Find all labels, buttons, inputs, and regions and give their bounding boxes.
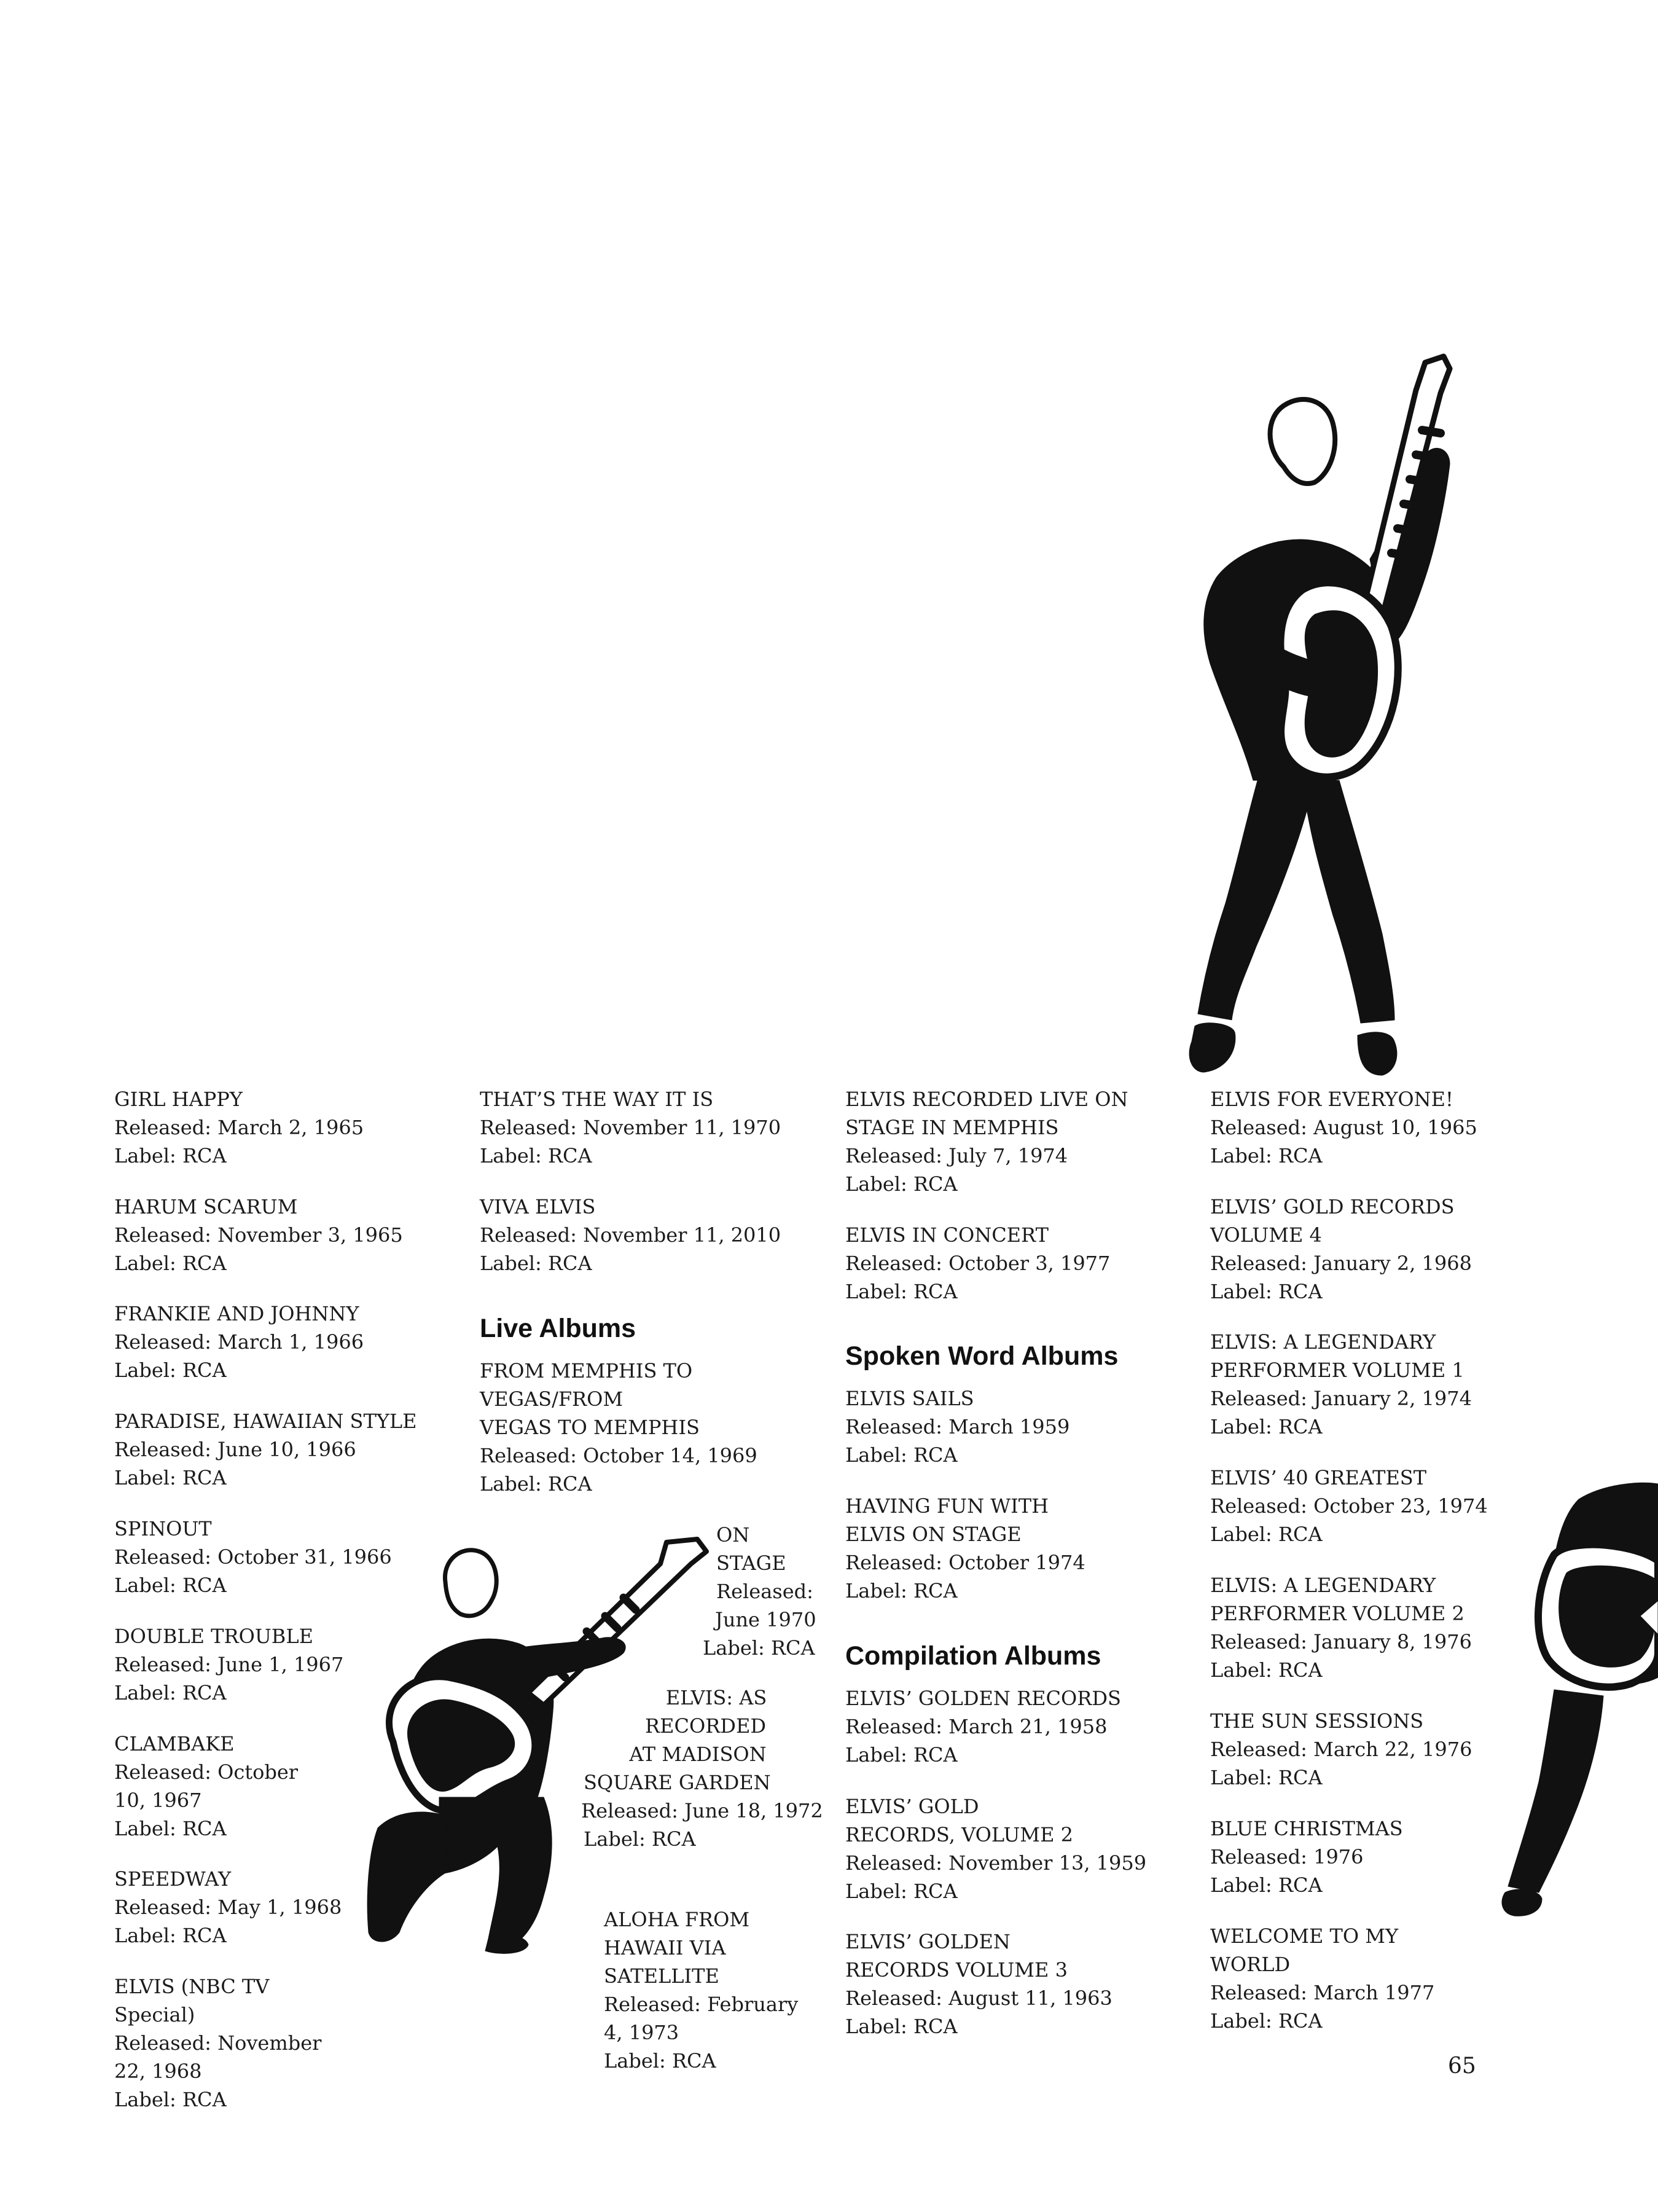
album-elvis-nbc-tv-special xyxy=(114,1972,321,2114)
album-label: Label: RCA xyxy=(1210,1144,1323,1167)
album-title: SPEEDWAY xyxy=(114,1867,232,1891)
album-released: Released: March 22, 1976 xyxy=(1210,1738,1472,1761)
album-title: ELVIS’ GOLDEN xyxy=(845,1930,1011,1953)
album-released: Released: 1976 xyxy=(1210,1845,1364,1869)
album-title: ELVIS SAILS xyxy=(845,1387,974,1410)
album-released: Released: November xyxy=(114,2031,322,2055)
album-title: SATELLITE xyxy=(604,1964,719,1988)
album-title: ON xyxy=(716,1523,750,1547)
heading-live-albums: Live Albums xyxy=(480,1314,636,1343)
album-title: HAWAII VIA xyxy=(604,1936,726,1959)
album-40-greatest xyxy=(1210,1464,1488,1548)
album-released: Released: January 2, 1974 xyxy=(1210,1387,1472,1410)
album-label: Label: RCA xyxy=(1210,1766,1323,1789)
album-on-stage xyxy=(700,1521,816,1662)
album-released: Released: June 10, 1966 xyxy=(114,1438,356,1461)
album-aloha-from-hawaii xyxy=(604,1905,798,2075)
album-title: AT MADISON xyxy=(629,1743,767,1766)
album-title: VIVA ELVIS xyxy=(480,1195,596,1218)
album-double-trouble xyxy=(114,1622,343,1707)
album-label: Label: RCA xyxy=(845,1880,958,1903)
album-label: Label: RCA xyxy=(114,1359,227,1382)
album-title: VOLUME 4 xyxy=(1210,1223,1322,1247)
album-recorded-live-memphis xyxy=(845,1085,1128,1198)
album-title: RECORDS VOLUME 3 xyxy=(845,1958,1068,1982)
album-elvis-in-concert xyxy=(845,1221,1110,1306)
album-title: RECORDED xyxy=(645,1714,766,1738)
album-label: Label: RCA xyxy=(845,1743,958,1767)
album-sun-sessions xyxy=(1210,1707,1472,1792)
album-released: Released: July 7, 1974 xyxy=(845,1144,1068,1167)
album-title: SPINOUT xyxy=(114,1517,212,1540)
album-title: THE SUN SESSIONS xyxy=(1210,1709,1424,1733)
album-title: PERFORMER VOLUME 2 xyxy=(1210,1602,1464,1625)
album-released: Released: January 2, 1968 xyxy=(1210,1252,1472,1275)
album-title: ELVIS: A LEGENDARY xyxy=(1210,1574,1436,1597)
standing-guitarist-illustration xyxy=(1081,356,1474,1081)
album-label: Label: RCA xyxy=(480,1252,592,1275)
album-released: Released: November 13, 1959 xyxy=(845,1851,1147,1875)
album-released: Released: February xyxy=(604,1993,799,2016)
album-released: June 1970 xyxy=(715,1608,816,1631)
album-title: ELVIS’ 40 GREATEST xyxy=(1210,1466,1427,1489)
heading-compilation-albums: Compilation Albums xyxy=(845,1641,1101,1671)
album-title: FRANKIE AND JOHNNY xyxy=(114,1302,359,1325)
album-frankie-and-johnny xyxy=(114,1300,364,1384)
album-released: Released: October 3, 1977 xyxy=(845,1252,1111,1275)
album-title: STAGE xyxy=(716,1551,786,1575)
album-title: SQUARE GARDEN xyxy=(584,1771,771,1794)
album-released: 4, 1973 xyxy=(604,2021,679,2044)
album-title: VEGAS/FROM xyxy=(480,1387,624,1411)
album-released: Released: November 11, 2010 xyxy=(480,1223,781,1247)
album-gold-records-vol-2 xyxy=(845,1792,1146,1905)
album-title: ELVIS: AS xyxy=(665,1686,767,1709)
album-title: DOUBLE TROUBLE xyxy=(114,1625,313,1648)
album-title: FROM MEMPHIS TO xyxy=(480,1359,693,1382)
album-title: ELVIS: A LEGENDARY xyxy=(1210,1330,1436,1354)
album-label: Label: RCA xyxy=(1210,2009,1323,2033)
album-golden-records-vol-3 xyxy=(845,1928,1113,2041)
album-title: ELVIS FOR EVERYONE! xyxy=(1210,1088,1453,1111)
album-released: Released: xyxy=(716,1580,813,1603)
album-label: Label: RCA xyxy=(703,1636,815,1660)
album-label: Label: RCA xyxy=(114,1574,227,1597)
album-label: Label: RCA xyxy=(1210,1873,1323,1897)
album-title: ELVIS’ GOLDEN RECORDS xyxy=(845,1687,1121,1710)
album-label: Label: RCA xyxy=(480,1144,592,1167)
album-clambake xyxy=(114,1730,298,1843)
album-label: Label: RCA xyxy=(114,1466,227,1489)
album-title: CLAMBAKE xyxy=(114,1732,235,1755)
album-released: Released: March 2, 1965 xyxy=(114,1116,364,1139)
page-number: 65 xyxy=(1448,2053,1476,2079)
album-released: Released: October 1974 xyxy=(845,1551,1085,1574)
album-label: Label: RCA xyxy=(1210,1523,1323,1546)
album-title: PERFORMER VOLUME 1 xyxy=(1210,1359,1464,1382)
album-gold-records-vol-4 xyxy=(1210,1193,1472,1306)
album-released: Released: June 18, 1972 xyxy=(581,1799,823,1822)
album-title: ALOHA FROM xyxy=(604,1908,750,1931)
album-title: BLUE CHRISTMAS xyxy=(1210,1817,1403,1840)
album-released: Released: August 10, 1965 xyxy=(1210,1116,1477,1139)
album-elvis-sails xyxy=(845,1384,1069,1469)
album-title: STAGE IN MEMPHIS xyxy=(845,1116,1059,1139)
album-label: Label: RCA xyxy=(604,2049,716,2073)
album-title: PARADISE, HAWAIIAN STYLE xyxy=(114,1410,417,1433)
album-label: Label: RCA xyxy=(1210,1280,1323,1303)
album-viva-elvis xyxy=(480,1193,781,1277)
album-released: Released: October 14, 1969 xyxy=(480,1444,757,1467)
album-from-memphis-to-vegas xyxy=(480,1357,757,1498)
album-released: Released: March 21, 1958 xyxy=(845,1715,1108,1738)
album-released: Released: June 1, 1967 xyxy=(114,1653,344,1676)
album-released: Released: August 11, 1963 xyxy=(845,1986,1113,2010)
album-released: 10, 1967 xyxy=(114,1789,202,1812)
album-title: Special) xyxy=(114,2003,195,2026)
album-label: Label: RCA xyxy=(480,1472,592,1496)
album-released: Released: November 11, 1970 xyxy=(480,1116,781,1139)
album-title: WORLD xyxy=(1210,1953,1291,1976)
album-legendary-performer-vol-1 xyxy=(1210,1328,1472,1441)
album-paradise-hawaiian-style xyxy=(114,1407,417,1492)
album-label: Label: RCA xyxy=(845,1280,958,1303)
album-welcome-to-my-world xyxy=(1210,1922,1434,2035)
album-harum-scarum xyxy=(114,1193,403,1277)
album-title: ELVIS ON STAGE xyxy=(845,1523,1022,1546)
album-released: Released: November 3, 1965 xyxy=(114,1223,403,1247)
album-label: Label: RCA xyxy=(845,1579,958,1602)
album-title: ELVIS’ GOLD RECORDS xyxy=(1210,1195,1455,1218)
album-title: VEGAS TO MEMPHIS xyxy=(480,1416,700,1439)
album-released: 22, 1968 xyxy=(114,2060,202,2083)
album-released: Released: October 31, 1966 xyxy=(114,1545,392,1569)
album-label: Label: RCA xyxy=(114,1924,227,1947)
album-title: ELVIS RECORDED LIVE ON xyxy=(845,1088,1128,1111)
album-label: Label: RCA xyxy=(845,1443,958,1467)
album-girl-happy xyxy=(114,1085,364,1170)
album-elvis-for-everyone xyxy=(1210,1085,1477,1170)
album-title: HAVING FUN WITH xyxy=(845,1494,1049,1518)
album-released: Released: May 1, 1968 xyxy=(114,1896,342,1919)
album-blue-christmas xyxy=(1210,1814,1403,1899)
album-label: Label: RCA xyxy=(845,2015,958,2038)
album-title: ELVIS’ GOLD xyxy=(845,1795,979,1818)
album-label: Label: RCA xyxy=(114,2088,227,2111)
album-label: Label: RCA xyxy=(1210,1658,1323,1682)
album-title: ELVIS (NBC TV xyxy=(114,1975,270,1998)
album-label: Label: RCA xyxy=(584,1827,696,1851)
album-label: Label: RCA xyxy=(114,1681,227,1704)
album-released: Released: March 1977 xyxy=(1210,1981,1435,2004)
album-speedway xyxy=(114,1865,342,1950)
album-label: Label: RCA xyxy=(114,1252,227,1275)
album-title: WELCOME TO MY xyxy=(1210,1924,1399,1948)
album-label: Label: RCA xyxy=(845,1172,958,1196)
cropped-guitarist-illustration xyxy=(1480,1475,1658,1917)
album-released: Released: January 8, 1976 xyxy=(1210,1630,1472,1653)
album-golden-records xyxy=(845,1684,1121,1769)
album-released: Released: March 1, 1966 xyxy=(114,1330,364,1354)
album-title: THAT’S THE WAY IT IS xyxy=(480,1088,714,1111)
album-released: Released: March 1959 xyxy=(845,1415,1070,1438)
album-spinout xyxy=(114,1515,392,1599)
album-title: RECORDS, VOLUME 2 xyxy=(845,1823,1073,1846)
album-having-fun xyxy=(845,1492,1085,1605)
album-label: Label: RCA xyxy=(1210,1415,1323,1438)
album-title: HARUM SCARUM xyxy=(114,1195,298,1218)
album-madison-square-garden xyxy=(581,1684,823,1853)
heading-spoken-word-albums: Spoken Word Albums xyxy=(845,1341,1119,1371)
album-legendary-performer-vol-2 xyxy=(1210,1571,1472,1684)
album-released: Released: October 23, 1974 xyxy=(1210,1494,1488,1518)
album-title: ELVIS IN CONCERT xyxy=(845,1223,1049,1247)
album-title: GIRL HAPPY xyxy=(114,1088,243,1111)
album-label: Label: RCA xyxy=(114,1817,227,1840)
album-released: Released: October xyxy=(114,1760,299,1784)
album-thats-the-way-it-is xyxy=(480,1085,781,1170)
album-label: Label: RCA xyxy=(114,1144,227,1167)
